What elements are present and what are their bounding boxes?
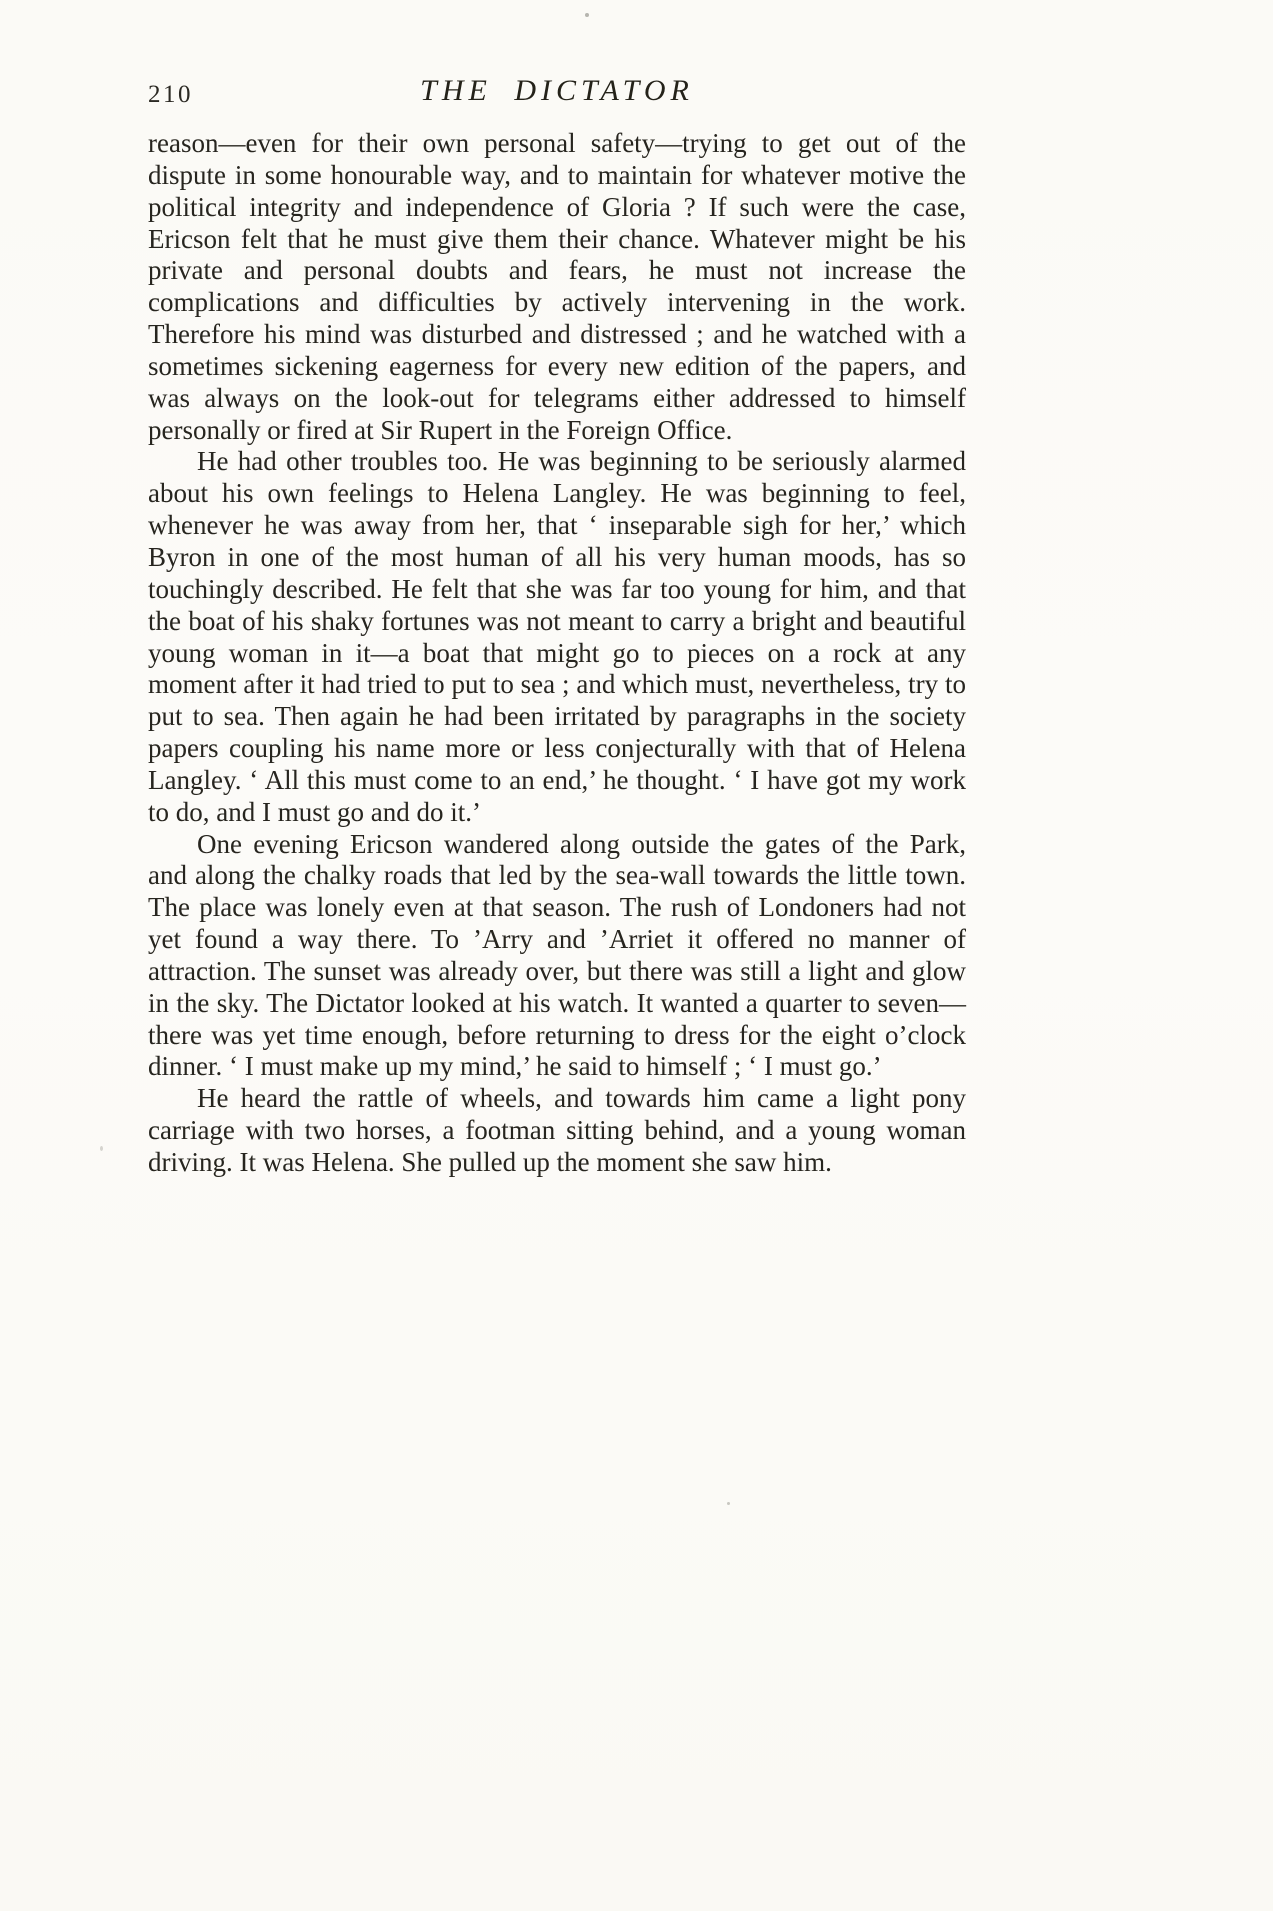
scan-speck (100, 1146, 103, 1151)
scan-speck (585, 13, 589, 17)
scan-speck (727, 1502, 730, 1505)
paragraph-4: He heard the rattle of wheels, and towards him came a light pony carriage with two horses, a footman sitting behind, and a young woman driving. It was Helena. She pulled up the moment she saw him. (148, 1083, 966, 1177)
body-text (148, 128, 966, 1179)
page-number: 210 (148, 81, 193, 108)
page-header (148, 74, 966, 114)
paragraph-3: One evening Ericson wandered along outside the gates of the Park, and along the chalky roads that led by the sea-wall towards the little town. The place was lonely even at that season. The rush of Londoners had not yet found a way there. To ’Arry and ’Arriet it offered no manner of attraction. The sunset was already over, but there was still a light and glow in the sky. The Dictator looked at his watch. It wanted a quarter to seven—there was yet time enough, before returning to dress for the eight o’clock dinner. ‘ I must make up my mind,’ he said to himself ; ‘ I must go.’ (148, 828, 966, 1082)
paragraph-2: He had other troubles too. He was beginning to be seriously alarmed about his own feelings to Helena Langley. He was beginning to feel, whenever he was away from her, that ‘ inseparable sigh for her,’ which Byron in one of the most human of all his very human moods, has so touchingly described. He felt that she was far too young for him, and that the boat of his shaky fortunes was not meant to carry a bright and beautiful young woman in it—a boat that might go to pieces on a rock at any moment after it had tried to put to sea ; and which must, nevertheless, try to put to sea. Then again he had been irritated by paragraphs in the society papers coupling his name more or less conjecturally with that of Helena Langley. ‘ All this must come to an end,’ he thought. ‘ I have got my work to do, and I must go and do it.’ (148, 446, 966, 827)
running-title: THE DICTATOR (420, 74, 694, 107)
paragraph-1: reason—even for their own personal safety—trying to get out of the dispute in some honourable way, and to maintain for whatever motive the political integrity and independence of Gloria ? If such were the case, Ericson felt that he must give them their chance. Whatever might be his private and personal doubts and fears, he must not increase the complications and difficulties by actively intervening in the work. Therefore his mind was disturbed and distressed ; and he watched with a sometimes sickening eagerness for every new edition of the papers, and was always on the look-out for telegrams either addressed to himself personally or fired at Sir Rupert in the Foreign Office. (148, 128, 966, 445)
